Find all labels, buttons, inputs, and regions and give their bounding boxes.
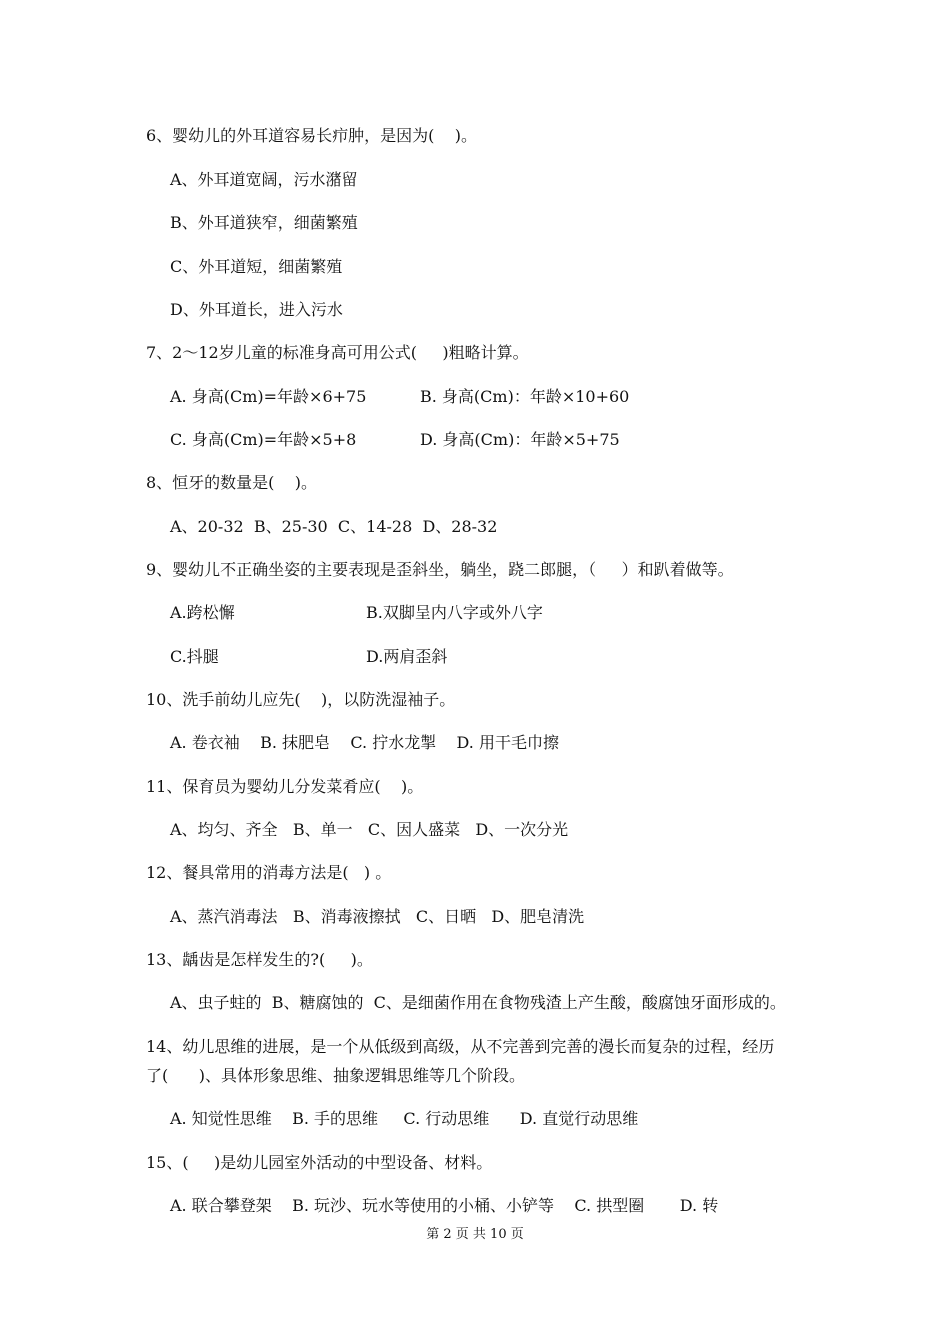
question-9-option-d: D.两肩歪斜 [366,647,448,666]
question-7-option-c: C. 身高(Cm)=年龄×5+8 [170,430,357,449]
question-6-option-c: C、外耳道短，细菌繁殖 [170,257,343,276]
question-14-stem-line-2: 了( )、具体形象思维、抽象逻辑思维等几个阶段。 [146,1066,526,1085]
question-11-options: A、均匀、齐全 B、单一 C、因人盛菜 D、一次分光 [170,820,569,839]
question-7-option-a: A. 身高(Cm)=年龄×6+75 [170,387,367,406]
question-8-options: A、20-32 B、25-30 C、14-28 D、28-32 [170,517,498,536]
question-10-options: A. 卷衣袖 B. 抹肥皂 C. 拧水龙掣 D. 用干毛巾擦 [170,733,559,752]
question-15-options: A. 联合攀登架 B. 玩沙、玩水等使用的小桶、小铲等 C. 拱型圈 D. 转 [170,1196,719,1215]
question-7-stem: 7、2～12岁儿童的标准身高可用公式( )粗略计算。 [146,343,529,362]
question-7-option-d: D. 身高(Cm)：年龄×5+75 [420,430,620,449]
question-8-stem: 8、恒牙的数量是( )。 [146,473,318,492]
question-9-option-a: A.跨松懈 [170,603,235,622]
question-14-options: A. 知觉性思维 B. 手的思维 C. 行动思维 D. 直觉行动思维 [170,1109,639,1128]
question-9-option-b: B.双脚呈内八字或外八字 [366,603,543,622]
question-13-options: A、虫子蛀的 B、糖腐蚀的 C、是细菌作用在食物残渣上产生酸，酸腐蚀牙面形成的。 [170,993,786,1012]
question-15-stem: 15、( )是幼儿园室外活动的中型设备、材料。 [146,1153,493,1172]
question-9-stem: 9、婴幼儿不正确坐姿的主要表现是歪斜坐，躺坐，跷二郎腿，（ ）和趴着做等。 [146,560,734,579]
question-9-option-c: C.抖腿 [170,647,219,666]
page-footer: 第 2 页 共 10 页 [426,1227,524,1242]
question-11-stem: 11、保育员为婴幼儿分发菜肴应( )。 [146,777,424,796]
question-6-option-b: B、外耳道狭窄，细菌繁殖 [170,213,358,232]
question-6-stem: 6、婴幼儿的外耳道容易长疖肿，是因为( )。 [146,126,478,145]
question-6-option-d: D、外耳道长，进入污水 [170,300,343,319]
question-6-option-a: A、外耳道宽阔，污水潴留 [170,170,358,189]
question-13-stem: 13、龋齿是怎样发生的?( )。 [146,950,373,969]
question-14-stem-line-1: 14、幼儿思维的进展，是一个从低级到高级，从不完善到完善的漫长而复杂的过程，经历 [146,1037,775,1056]
question-12-stem: 12、餐具常用的消毒方法是( ) 。 [146,863,392,882]
question-7-option-b: B. 身高(Cm)：年龄×10+60 [420,387,630,406]
question-10-stem: 10、洗手前幼儿应先( )，以防洗湿袖子。 [146,690,456,709]
question-12-options: A、蒸汽消毒法 B、消毒液擦拭 C、日晒 D、肥皂清洗 [170,907,585,926]
